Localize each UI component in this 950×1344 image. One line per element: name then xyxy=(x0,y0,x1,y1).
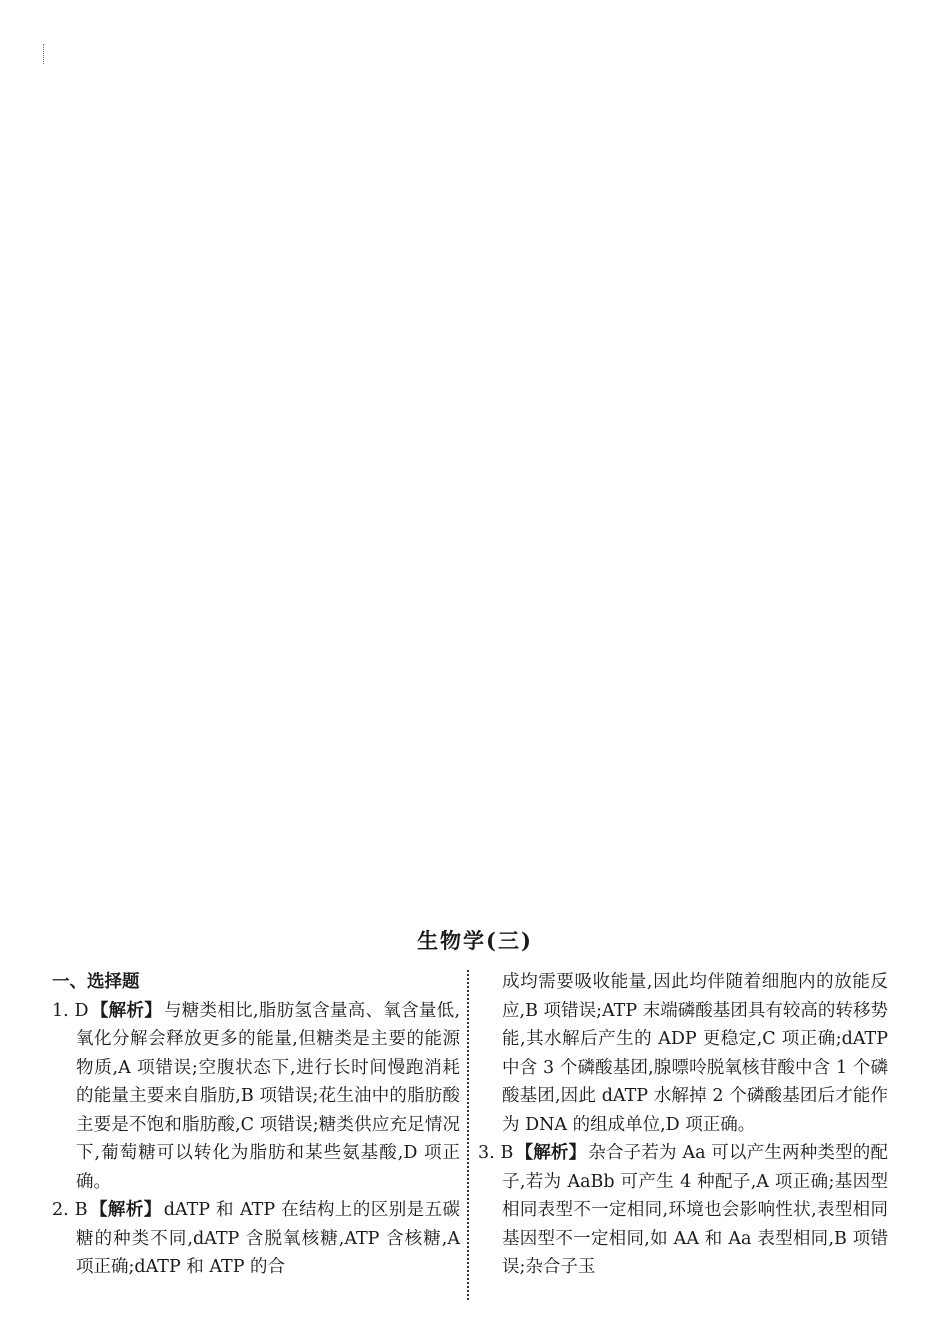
analysis-tag: 【解析】 xyxy=(90,1000,163,1021)
right-column xyxy=(478,968,888,1282)
scan-mark xyxy=(43,44,46,64)
answer-text: 杂合子若为 Aa 可以产生两种类型的配子,若为 AaBb 可产生 4 种配子,A 项正确;基因型相同表型不一定相同,环境也会影响性状,表型相同基因型不一定相同,如 AA 和 Aa 表型相同,B 项错误;杂合子玉 xyxy=(502,1143,888,1277)
answer-item-1 xyxy=(52,997,460,1197)
answer-number: 3. B xyxy=(478,1143,514,1163)
column-divider xyxy=(467,970,469,1300)
answer-item-2-continued: 成均需要吸收能量,因此均伴随着细胞内的放能反应,B 项错误;ATP 末端磷酸基团具有较高的转移势能,其水解后产生的 ADP 更稳定,C 项正确;dATP 中含 3 个磷酸基团,腺嘌呤脱氧核苷酸中含 1 个磷酸基团,因此 dATP 水解掉 2 个磷酸基团后才能作为 DNA 的组成单位,D 项正确。 xyxy=(502,972,888,1135)
answer-number: 1. D xyxy=(52,1000,89,1021)
left-column xyxy=(52,968,460,1282)
answer-item-3 xyxy=(478,1139,888,1282)
answer-number: 2. B xyxy=(52,1200,88,1220)
answer-item-2 xyxy=(52,1196,460,1282)
answer-text: dATP 和 ATP 在结构上的区别是五碳糖的种类不同,dATP 含脱氧核糖,ATP 含核糖,A 项正确;dATP 和 ATP 的合 xyxy=(76,1200,461,1277)
section-heading: 一、选择题 xyxy=(52,972,140,992)
page-title: 生物学(三) xyxy=(417,928,533,953)
analysis-tag: 【解析】 xyxy=(89,1200,162,1220)
analysis-tag: 【解析】 xyxy=(515,1143,587,1163)
answer-text: 与糖类相比,脂肪氢含量高、氧含量低,氧化分解会释放更多的能量,但糖类是主要的能源物质,A 项错误;空腹状态下,进行长时间慢跑消耗的能量主要来自脂肪,B 项错误;花生油中的脂肪酸主要是不饱和脂肪酸,C 项错误;糖类供应充足情况下,葡萄糖可以转化为脂肪和某些氨基酸,D 项正确。 xyxy=(76,1000,461,1192)
